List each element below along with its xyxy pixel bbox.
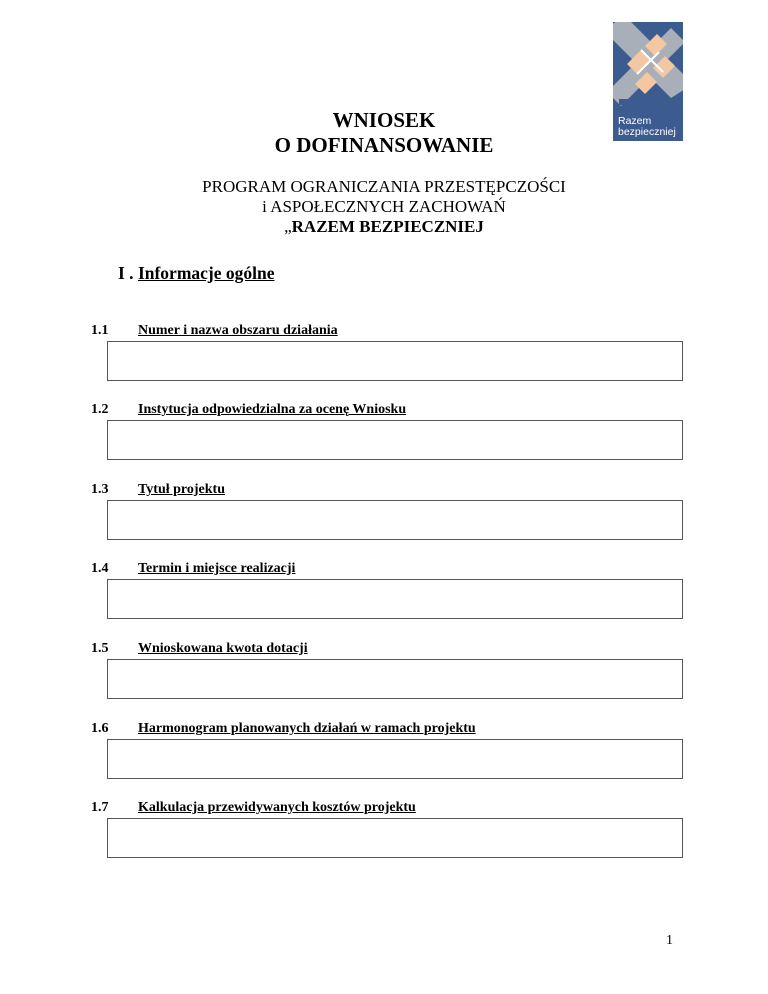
section-title: Informacje ogólne — [137, 263, 275, 283]
item-1-6-field[interactable] — [107, 739, 683, 779]
program-name-line — [0, 217, 768, 237]
program-name: RAZEM BEZPIECZNIEJ — [291, 217, 484, 236]
item-1-7-field[interactable] — [107, 818, 683, 858]
program-open-quote: „ — [284, 217, 292, 236]
item-1-3-label: Tytuł projektu — [138, 482, 225, 497]
item-1-5-label: Wnioskowana kwota dotacji — [138, 641, 308, 656]
program-line2: i ASPOŁECZNYCH ZACHOWAŃ — [262, 197, 506, 216]
section-number: I . — [118, 263, 134, 283]
logo-text-line2: bezpieczniej — [618, 126, 676, 138]
item-1-1-label: Numer i nazwa obszaru działania — [138, 323, 338, 338]
item-1-2-number: 1.2 — [91, 402, 109, 417]
item-1-3-field[interactable] — [107, 500, 683, 540]
item-1-2-label: Instytucja odpowiedzialna za ocenę Wniosku — [138, 402, 407, 417]
item-1-5-number: 1.5 — [91, 641, 109, 656]
item-1-2-field[interactable] — [107, 420, 683, 460]
document-title-line2: O DOFINANSOWANIE — [274, 133, 494, 157]
item-1-7-label: Kalkulacja przewidywanych kosztów projektu — [138, 800, 416, 815]
program-line1: PROGRAM OGRANICZANIA PRZESTĘPCZOŚCI — [202, 177, 566, 196]
page-number: 1 — [666, 933, 673, 948]
item-1-1-number: 1.1 — [91, 323, 109, 338]
item-1-6-number: 1.6 — [91, 721, 109, 736]
section-heading — [118, 262, 275, 284]
item-1-5-field[interactable] — [107, 659, 683, 699]
item-1-4-label: Termin i miejsce realizacji — [138, 561, 296, 576]
logo-text-line1: Razem — [618, 115, 652, 127]
item-1-6-label: Harmonogram planowanych działań w ramach projektu — [138, 721, 476, 736]
item-1-4-field[interactable] — [107, 579, 683, 619]
document-title-line1: WNIOSEK — [332, 108, 436, 132]
item-1-4-number: 1.4 — [91, 561, 109, 576]
item-1-3-number: 1.3 — [91, 482, 109, 497]
item-1-7-number: 1.7 — [91, 800, 109, 815]
item-1-1-field[interactable] — [107, 341, 683, 381]
